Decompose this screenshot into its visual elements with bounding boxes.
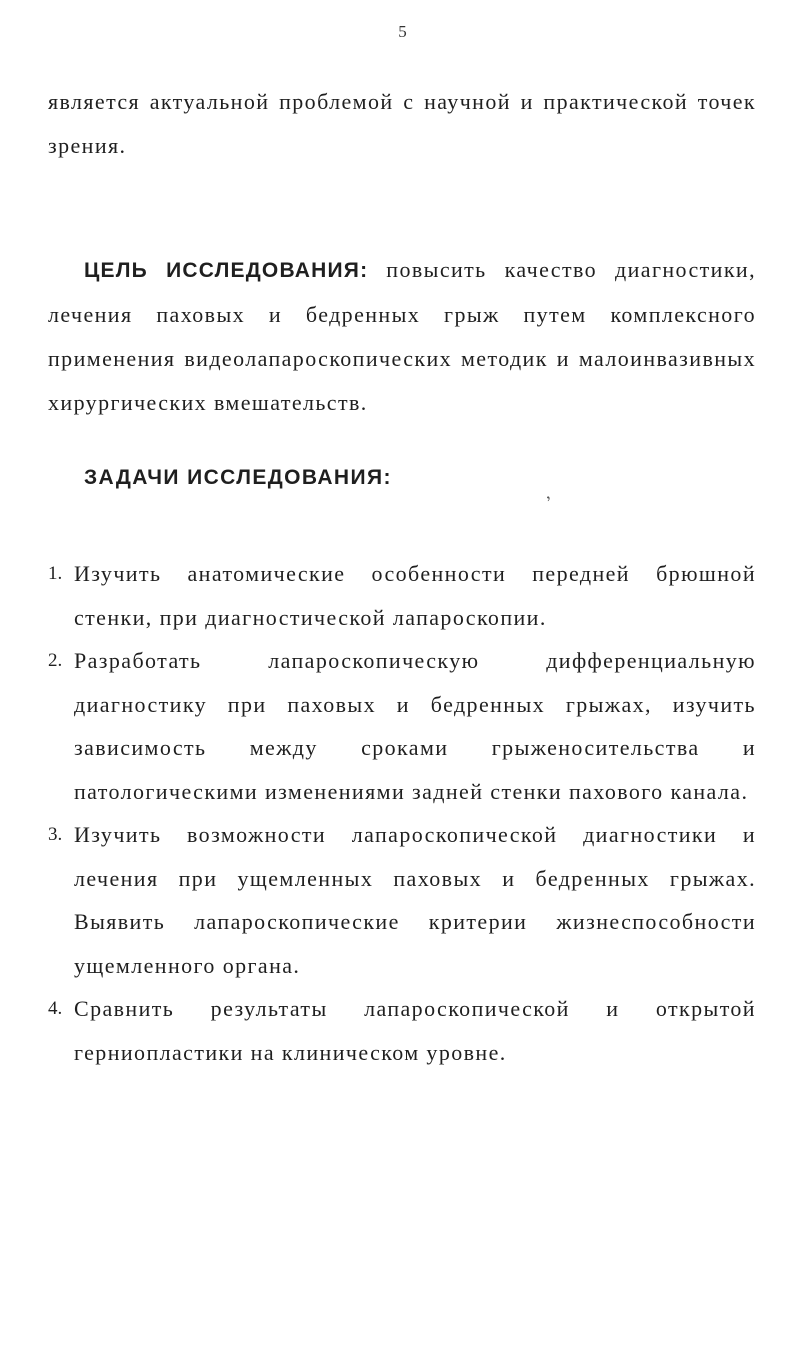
task-item-2	[48, 639, 756, 813]
task-item-3	[48, 813, 756, 987]
goal-text: повысить качество диагностики, лечения паховых и бедренных грыж путем комплексного применения видеолапароскопических методик и малоинвазивных хирургических вмешательств.	[48, 257, 757, 415]
task-number: 2.	[48, 650, 63, 671]
intro-paragraph: является актуальной проблемой с научной и практической точек зрения.	[48, 89, 756, 158]
task-number: 3.	[48, 824, 63, 845]
task-text: Разработать лапароскопическую дифференциальную диагностику при паховых и бедренных грыжах, изучить зависимость между сроками грыженосительства и патологическими изменениями задней стенки пахового канала.	[74, 648, 756, 804]
task-text: Изучить анатомические особенности передней брюшной стенки, при диагностической лапароскопии.	[74, 561, 756, 630]
task-item-4	[48, 987, 756, 1074]
task-item-1	[48, 552, 756, 639]
goal-label: ЦЕЛЬ ИССЛЕДОВАНИЯ:	[84, 259, 369, 282]
task-number: 1.	[48, 563, 63, 584]
task-text: Сравнить результаты лапароскопической и открытой герниопластики на клиническом уровне.	[74, 996, 756, 1065]
tasks-heading: ЗАДАЧИ ИССЛЕДОВАНИЯ:	[84, 466, 392, 489]
task-number: 4.	[48, 998, 63, 1019]
tasks-list	[48, 552, 756, 1074]
stray-mark: ʼ	[543, 491, 557, 513]
task-text: Изучить возможности лапароскопической диагностики и лечения при ущемленных паховых и бедренных грыжах. Выявить лапароскопические критерии жизнеспособности ущемленного органа.	[74, 822, 756, 978]
goal-paragraph	[48, 248, 756, 425]
page-number: 5	[398, 22, 407, 41]
